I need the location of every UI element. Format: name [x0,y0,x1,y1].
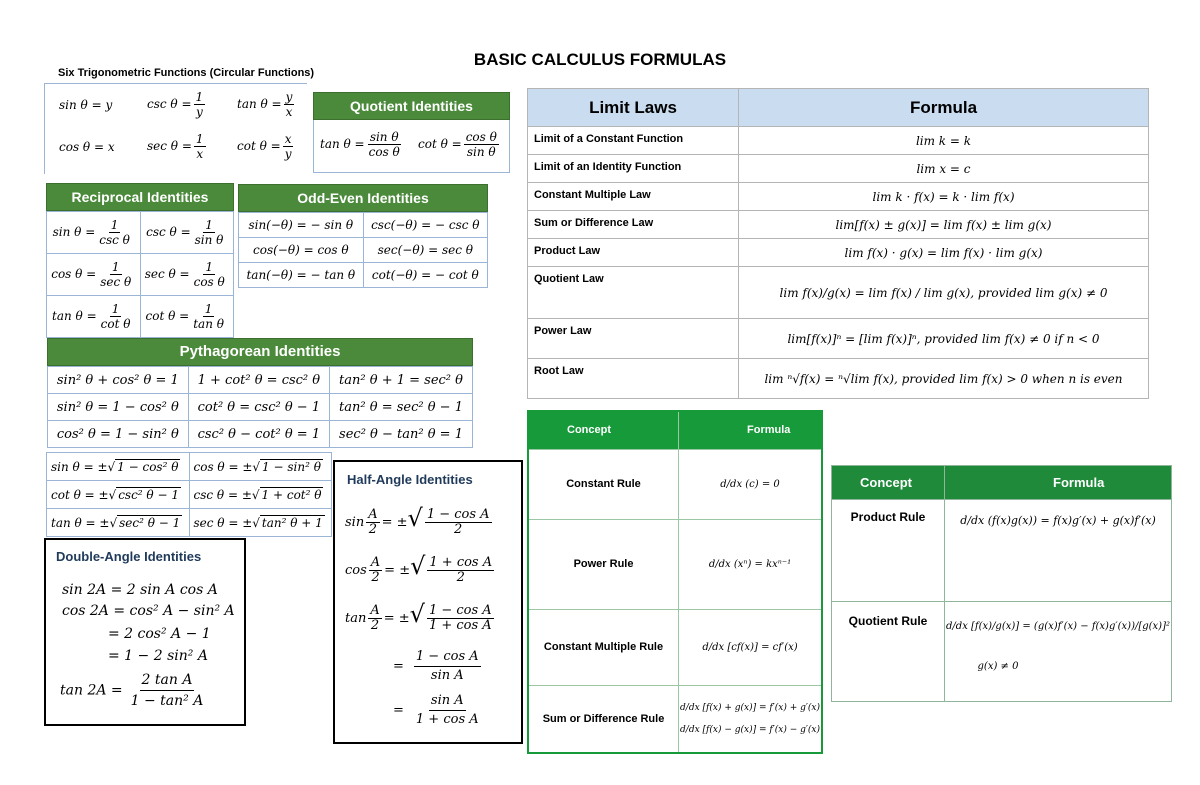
limit-formula: lim x = c [739,155,1149,183]
tan-def: tan θ = $\frac{y}{x}$ [237,90,293,119]
limit-law-label: Limit of an Identity Function [528,155,739,183]
limit-formula: lim k = k [739,127,1149,155]
limit-header-left: Limit Laws [528,89,739,127]
reciprocal-header: Reciprocal Identities [46,183,234,211]
reciprocal-cell: sec θ = $\frac{1}{\text{cos θ}}$ [140,254,234,296]
quotient-header: Quotient Identities [313,92,510,120]
limit-formula: lim[f(x) ± g(x)] = lim f(x) ± lim g(x) [739,211,1149,239]
pythagorean-cell: tan² θ = sec² θ − 1 [330,394,473,421]
limit-law-label: Limit of a Constant Function [528,127,739,155]
deriv1-header-right: Formula [679,411,822,449]
odd-even-identities [238,184,488,288]
half-tan-alt1: = $\frac{\text{1 − cos A}}{\text{sin A}}$ [393,649,479,683]
quotient-tan: tan θ = $\frac{\text{sin θ}}{\text{cos θ}}$ [320,130,400,159]
pythagorean-header: Pythagorean Identities [47,338,473,366]
double-angle-identities [44,538,246,726]
deriv1-formula: d/dx [f(x) + g(x)] = f′(x) + g′(x) d/dx [f(x) − g(x)] = f′(x) − g′(x) [679,685,822,753]
odd-even-table [238,212,488,288]
deriv1-concept: Power Rule [528,519,679,609]
page-title: BASIC CALCULUS FORMULAS [473,50,727,69]
limit-law-label: Power Law [528,319,739,359]
odd-even-cell: sec(−θ) = sec θ [363,238,487,263]
reciprocal-cell: sin θ = $\frac{1}{\text{csc θ}}$ [47,212,141,254]
limit-formula: lim[f(x)]ⁿ = [lim f(x)]ⁿ, provided lim f(x) ≠ 0 if n < 0 [739,319,1149,359]
double-sin: sin 2A = 2 sin A cos A [62,582,218,598]
deriv1-header-left: Concept [528,411,679,449]
odd-even-cell: csc(−θ) = − csc θ [363,213,487,238]
half-cos: cos $\frac{A}{2}$ = ±√ $\frac{\text{1 + cos A}}{2}$ [345,552,493,585]
reciprocal-cell: cos θ = $\frac{1}{\text{sec θ}}$ [47,254,141,296]
deriv1-concept: Sum or Difference Rule [528,685,679,753]
csc-def: csc θ = $\frac{1}{y}$ [147,90,204,119]
deriv1-formula: d/dx [cf(x)] = cf′(x) [679,609,822,685]
deriv1-concept: Constant Multiple Rule [528,609,679,685]
limit-law-label: Root Law [528,359,739,399]
double-tan: tan 2A = $\frac{\text{2 tan A}}{\text{1 − tan² A}}$ [60,672,204,709]
deriv2-concept: Quotient Rule [832,602,945,702]
sqrt-cell: cos θ = ±√ 1 − sin² θ [189,453,332,481]
limit-law-label: Quotient Law [528,267,739,319]
double-cos-alt2: = 1 − 2 sin² A [108,648,208,664]
pythagorean-table [47,366,473,448]
limit-law-label: Constant Multiple Law [528,183,739,211]
sec-def: sec θ = $\frac{1}{x}$ [147,132,204,161]
deriv1-concept: Constant Rule [528,449,679,519]
reciprocal-identities [46,183,234,338]
half-sin: sin $\frac{A}{2}$ = ±√ $\frac{\text{1 − cos A}}{2}$ [345,504,490,537]
limit-formula: lim ⁿ√f(x) = ⁿ√lim f(x), provided lim f(x) > 0 when n is even [739,359,1149,399]
limit-header-right: Formula [739,89,1149,127]
limit-laws-table [527,88,1149,399]
half-tan-alt2: = $\frac{\text{sin A}}{\text{1 + cos A}}$ [393,693,479,727]
half-angle-header: Half-Angle Identities [347,472,473,487]
pythagorean-cell: sin² θ = 1 − cos² θ [48,394,189,421]
odd-even-cell: sin(−θ) = − sin θ [239,213,364,238]
deriv2-header-right: Formula [945,466,1172,500]
sqrt-cell: sin θ = ±√ 1 − cos² θ [47,453,190,481]
pythagorean-cell: cot² θ = csc² θ − 1 [188,394,329,421]
double-cos-alt1: = 2 cos² A − 1 [108,626,211,642]
pythagorean-cell: tan² θ + 1 = sec² θ [330,367,473,394]
deriv1-formula: d/dx (xⁿ) = kxⁿ⁻¹ [679,519,822,609]
sqrt-cell: sec θ = ±√ tan² θ + 1 [189,509,332,537]
sin-def: sin θ = y [59,98,113,112]
deriv2-concept: Product Rule [832,500,945,602]
quotient-cot: cot θ = $\frac{\text{cos θ}}{\text{sin θ}}$ [418,130,497,159]
limit-formula: lim k · f(x) = k · lim f(x) [739,183,1149,211]
trig-caption: Six Trigonometric Functions (Circular Functions) [58,67,315,79]
sqrt-cell: csc θ = ±√ 1 + cot² θ [189,481,332,509]
quotient-identities [313,92,510,173]
cos-def: cos θ = x [59,140,115,154]
double-cos: cos 2A = cos² A − sin² A [62,603,235,619]
reciprocal-cell: csc θ = $\frac{1}{\text{sin θ}}$ [140,212,234,254]
cot-def: cot θ = $\frac{x}{y}$ [237,132,292,161]
pythagorean-identities [47,338,473,448]
odd-even-cell: tan(−θ) = − tan θ [239,263,364,288]
deriv1-formula: d/dx (c) = 0 [679,449,822,519]
reciprocal-cell: tan θ = $\frac{1}{\text{cot θ}}$ [47,296,141,338]
limit-law-label: Product Law [528,239,739,267]
limit-formula: lim f(x)/g(x) = lim f(x) / lim g(x), provided lim g(x) ≠ 0 [739,267,1149,319]
deriv2-formula: d/dx (f(x)g(x)) = f(x)g′(x) + g(x)f′(x) [945,500,1172,602]
limit-formula: lim f(x) · g(x) = lim f(x) · lim g(x) [739,239,1149,267]
odd-even-cell: cos(−θ) = cos θ [239,238,364,263]
pythagorean-cell: 1 + cot² θ = csc² θ [188,367,329,394]
limit-law-label: Sum or Difference Law [528,211,739,239]
deriv2-formula: d/dx [f(x)/g(x)] = (g(x)f′(x) − f(x)g′(x))/[g(x)]² g(x) ≠ 0 [945,602,1172,702]
half-tan: tan $\frac{A}{2}$ = ±√ $\frac{\text{1 − cos A}}{\text{1 + cos A}}$ [345,600,492,633]
pythagorean-cell: csc² θ − cot² θ = 1 [188,421,329,448]
odd-even-cell: cot(−θ) = − cot θ [363,263,487,288]
deriv2-header-left: Concept [832,466,945,500]
sqrt-cell: tan θ = ±√ sec² θ − 1 [47,509,190,537]
derivative-rules-table-2 [831,465,1172,702]
trig-functions-table [44,83,307,174]
derivative-rules-table [527,410,823,754]
half-angle-identities [333,460,523,744]
double-angle-header: Double-Angle Identities [56,549,202,564]
sqrt-cell: cot θ = ±√ csc² θ − 1 [47,481,190,509]
pythagorean-cell: sin² θ + cos² θ = 1 [48,367,189,394]
odd-even-header: Odd-Even Identities [238,184,488,212]
pythagorean-cell: cos² θ = 1 − sin² θ [48,421,189,448]
sqrt-forms-table [46,452,332,537]
reciprocal-cell: cot θ = $\frac{1}{\text{tan θ}}$ [140,296,234,338]
pythagorean-cell: sec² θ − tan² θ = 1 [330,421,473,448]
reciprocal-table [46,211,234,338]
